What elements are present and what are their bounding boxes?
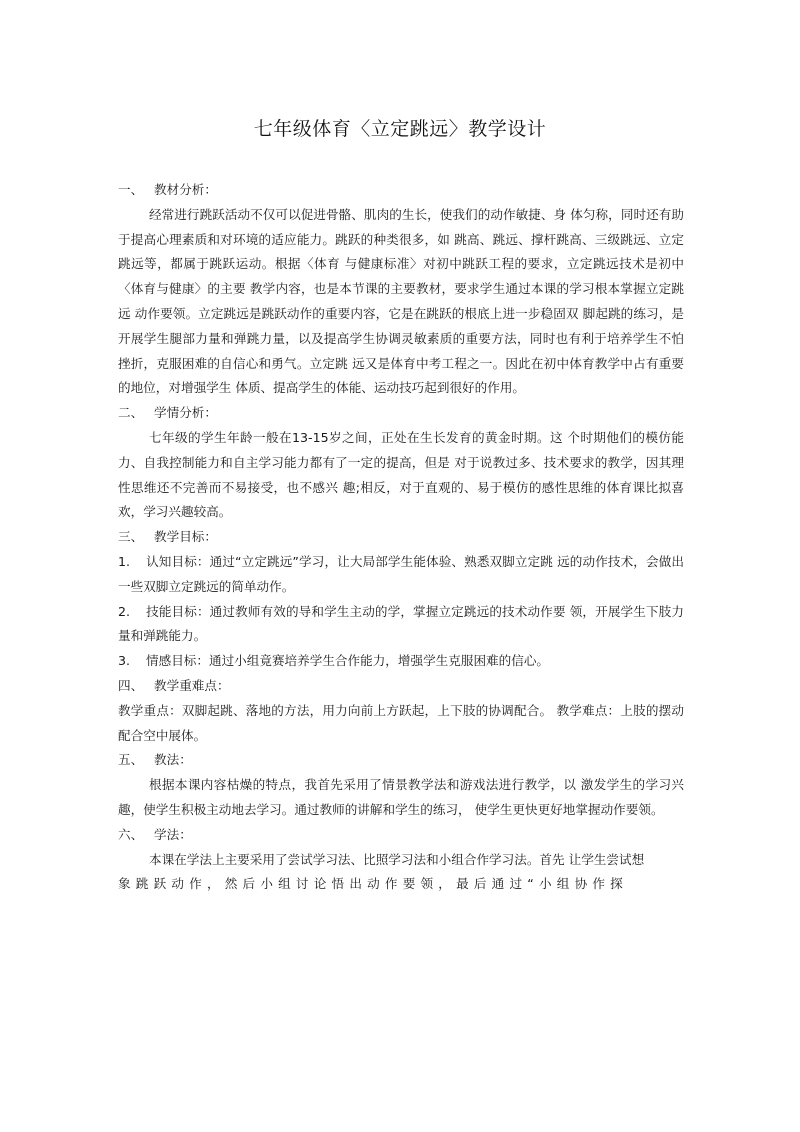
objective-number: 1.: [118, 553, 131, 569]
section-heading-learners: [118, 401, 684, 426]
section-number: 六、: [118, 826, 144, 842]
document-title: 七年级体育〈立定跳远〉教学设计: [253, 118, 547, 140]
section-number: 五、: [118, 752, 144, 768]
objective-item-affective: [118, 649, 684, 674]
objective-number: 2.: [118, 603, 131, 619]
section-number: 四、: [118, 677, 144, 693]
key-points-text: 教学重点：双脚起跳、落地的方法，用力向前上方跃起，上下肢的协调配合。 教学难点：上肢的摆动配合空中展体。: [118, 702, 684, 743]
section-heading-teaching-methods: [118, 748, 684, 773]
section-heading-learning-methods: [118, 823, 684, 848]
learning-methods-paragraph-line2: 象跳跃动作，然后小组讨论悟出动作要领，最后通过“小组协作探: [118, 876, 628, 892]
section-label: 学情分析：: [154, 405, 217, 421]
section-number: 三、: [118, 529, 144, 545]
section-number: 一、: [118, 182, 144, 197]
teaching-methods-paragraph: 根据本课内容枯燥的特点，我首先采用了情景教学法和游戏法进行教学，以 激发学生的学习兴趣，使学生积极主动地去学习。通过教师的讲解和学生的练习， 使学生更快更好地掌握动作要领。: [118, 777, 684, 817]
objective-item-skill: [118, 600, 684, 650]
section-label: 教学重难点：: [154, 677, 230, 693]
objective-text: 技能目标：通过教师有效的导和学生主动的学，掌握立定跳远的技术动作要 领，开展学生下肢力量和弹跳能力。: [118, 603, 684, 644]
section-label: 学法：: [154, 826, 192, 842]
objective-item-cognitive: [118, 550, 684, 600]
objective-text: 认知目标：通过“立定跳远”学习，让大局部学生能体验、熟悉双脚立定跳 远的动作技术，会做出一些双脚立定跳远的简单动作。: [118, 553, 684, 594]
section-heading-materials: [118, 178, 684, 203]
section-heading-key-points: [118, 674, 684, 699]
section-number: 二、: [118, 405, 144, 421]
section-heading-objectives: [118, 525, 684, 550]
section-label: 教法：: [154, 752, 192, 768]
section-label: 教学目标：: [154, 529, 217, 545]
learner-analysis-paragraph: 七年级的学生年龄一般在13-15岁之间，正处在生长发育的黄金时期。这 个时期他们的模仿能力、自我控制能力和自主学习能力都有了一定的提高，但是 对于说教过多、技术要求的教学，因其理性思维还不完善而不易接受，也不感兴 趣;相反，对于直观的、易于模仿的感性思维的体育课比拟喜欢，学习兴趣较高。: [118, 429, 684, 520]
document-body: [118, 178, 684, 897]
materials-analysis-paragraph: 经常进行跳跃活动不仅可以促进骨骼、肌肉的生长，使我们的动作敏捷、身 体匀称，同时还有助于提高心理素质和对环境的适应能力。跳跃的种类很多，如 跳高、跳远、撑杆跳高、三级跳远、立定跳远等，都属于跳跃运动。根据〈体育 与健康标准〉对初中跳跃工程的要求，立定跳远技术是初中〈体育与健康〉的主要 教学内容，也是本节课的主要教材，要求学生通过本课的学习根本掌握立定跳远 动作要领。立定跳远是跳跃动作的重要内容，它是在跳跃的根底上进一步稳固双 脚起跳的练习，是开展学生腿部力量和弹跳力量，以及提高学生协调灵敏素质的重要方法，同时也有利于培养学生不怕挫折，克服困难的自信心和勇气。立定跳 远又是体育中考工程之一。因此在初中体育教学中占有重要的地位，对增强学生 体质、提高学生的体能、运动技巧起到很好的作用。: [118, 206, 684, 396]
learning-methods-paragraph-line1: 本课在学法上主要采用了尝试学习法、比照学习法和小组合作学习法。首先 让学生尝试想: [149, 851, 645, 867]
section-label: 教材分析：: [154, 182, 217, 197]
objective-text: 情感目标：通过小组竟赛培养学生合作能力，增强学生克服困难的信心。: [146, 653, 549, 669]
objective-number: 3.: [118, 653, 131, 669]
